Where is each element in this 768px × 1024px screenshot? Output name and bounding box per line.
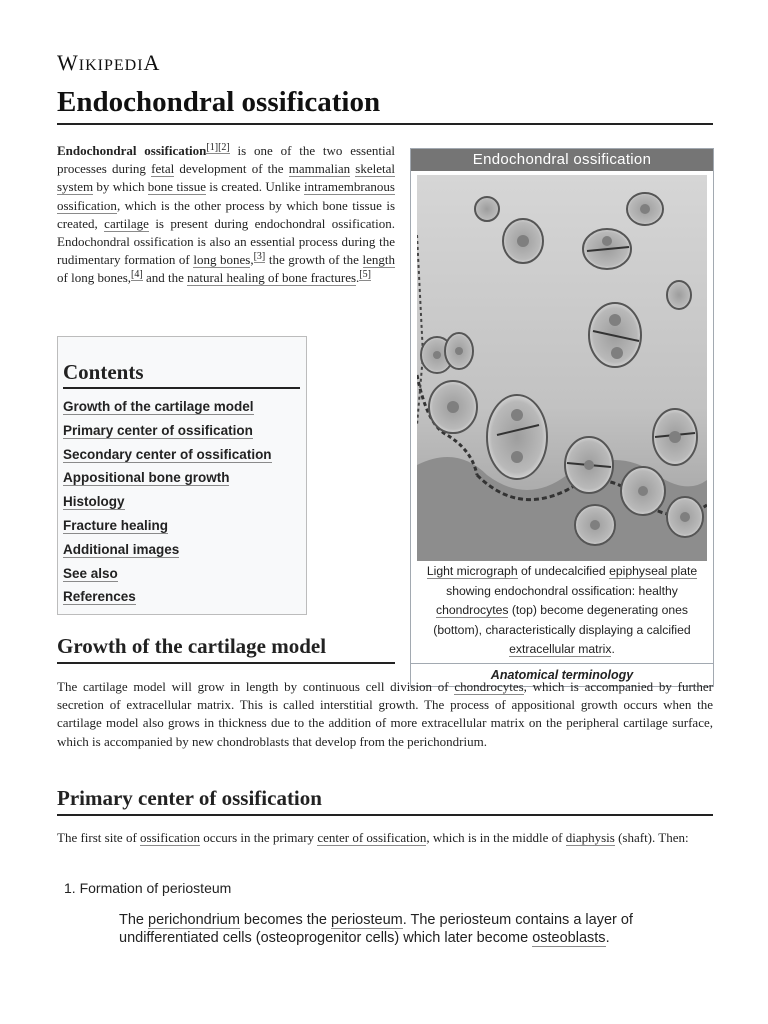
toc-item-additional-images[interactable]: Additional images: [63, 541, 180, 557]
ref-5[interactable]: [5]: [359, 269, 371, 281]
link-long-bones[interactable]: long bones: [193, 252, 251, 268]
ref-3[interactable]: [3]: [253, 251, 266, 263]
link-cartilage[interactable]: cartilage: [104, 215, 149, 231]
toc-item-references[interactable]: References: [63, 589, 136, 605]
infobox-caption: Light micrograph of undecalcified epiphyseal plate showing endochondral ossification: healthy chondrocytes (top) become degenerating ones (bottom), characteristically displaying a calcified extracellular matrix.: [426, 564, 698, 656]
ref-2[interactable]: [2]: [218, 142, 230, 153]
link-epiphyseal-plate[interactable]: epiphyseal plate: [609, 564, 698, 578]
toc-item-growth[interactable]: Growth of the cartilage model: [63, 399, 254, 414]
link-bone-tissue[interactable]: bone tissue: [147, 179, 206, 195]
link-perichondrium[interactable]: perichondrium: [148, 912, 240, 928]
link-mammalian[interactable]: mammalian: [288, 161, 351, 177]
link-ossification[interactable]: ossification: [140, 830, 200, 845]
ref-1[interactable]: [1]: [206, 142, 219, 153]
section-heading-primary: Primary center of ossification: [57, 786, 713, 816]
lead-paragraph: Endochondral ossification[1][2] is one of the two essential processes during fetal development of the mammalian skeletal system by which bone tissue is created. Unlike intramembranous ossification, which is the other process by which bone tissue is created, cartilage is present during endochondral ossification. Endochondral ossification is also an essential process during the rudimentary formation of long bones,[3] the growth of the length of long bones,[4] and the natural healing of bone fractures.[5]: [57, 142, 396, 286]
infobox-header: Endochondral ossification: [411, 149, 713, 171]
link-diaphysis[interactable]: diaphysis: [565, 830, 615, 845]
link-light-micrograph[interactable]: Light micrograph: [426, 564, 518, 578]
micrograph-image[interactable]: [417, 175, 707, 561]
growth-paragraph: The cartilage model will grow in length by continuous cell division of chondrocytes, which is accompanied by further secretion of extracellular matrix. This is called interstitial growth. The process of appositional growth occurs when the cartilage model also grows in thickness due to the addition of more extracellular matrix on the peripheral cartilage surface, which is accompanied by new chondroblasts that develop from the perichondrium.: [57, 679, 713, 749]
toc-item-histology[interactable]: Histology: [63, 494, 125, 510]
toc-list: [63, 396, 272, 610]
ref-4[interactable]: [4]: [131, 269, 143, 281]
toc-item-appositional[interactable]: Appositional bone growth: [63, 470, 230, 486]
link-periosteum[interactable]: periosteum: [330, 912, 403, 928]
list-item: 1. Formation of periosteum: [64, 880, 232, 896]
table-of-contents: [57, 336, 307, 615]
link-chondrocytes[interactable]: chondrocytes: [454, 679, 524, 694]
link-skeletal-system[interactable]: skeletal system: [57, 161, 396, 195]
link-chondrocytes-caption[interactable]: chondrocytes: [435, 603, 509, 617]
page-title: Endochondral ossification: [57, 86, 713, 125]
toc-item-primary-center[interactable]: Primary center of ossification: [63, 422, 253, 438]
link-osteoblasts[interactable]: osteoblasts: [532, 930, 606, 946]
periosteum-paragraph: The perichondrium becomes the periosteum. The periosteum contains a layer of undifferentiated cells (osteoprogenitor cells) which later become osteoblasts.: [119, 912, 633, 946]
toc-item-secondary-center[interactable]: Secondary center of ossification: [63, 446, 272, 462]
toc-item-see-also[interactable]: See also: [63, 565, 118, 581]
link-intramembranous-ossification[interactable]: intramembranous ossification: [57, 179, 395, 213]
link-extracellular-matrix[interactable]: extracellular matrix: [509, 642, 612, 656]
lead-term: Endochondral ossification: [57, 143, 207, 158]
wikipedia-wordmark[interactable]: WIKIPEDIA: [57, 50, 161, 75]
link-natural-healing[interactable]: natural healing of bone fractures: [187, 270, 357, 286]
link-fetal[interactable]: fetal: [151, 161, 175, 177]
infobox-footer-anatomical-terminology[interactable]: Anatomical terminology: [411, 663, 713, 686]
link-center-of-ossification[interactable]: center of ossification: [317, 830, 427, 845]
toc-item-fracture-healing[interactable]: Fracture healing: [63, 517, 169, 533]
toc-title: Contents: [63, 360, 300, 389]
link-length[interactable]: length: [362, 252, 395, 268]
primary-paragraph: The first site of ossification occurs in the primary center of ossification, which is in the middle of diaphysis (shaft). Then:: [57, 830, 689, 845]
section-heading-growth: Growth of the cartilage model: [57, 634, 395, 664]
infobox: [410, 148, 714, 687]
